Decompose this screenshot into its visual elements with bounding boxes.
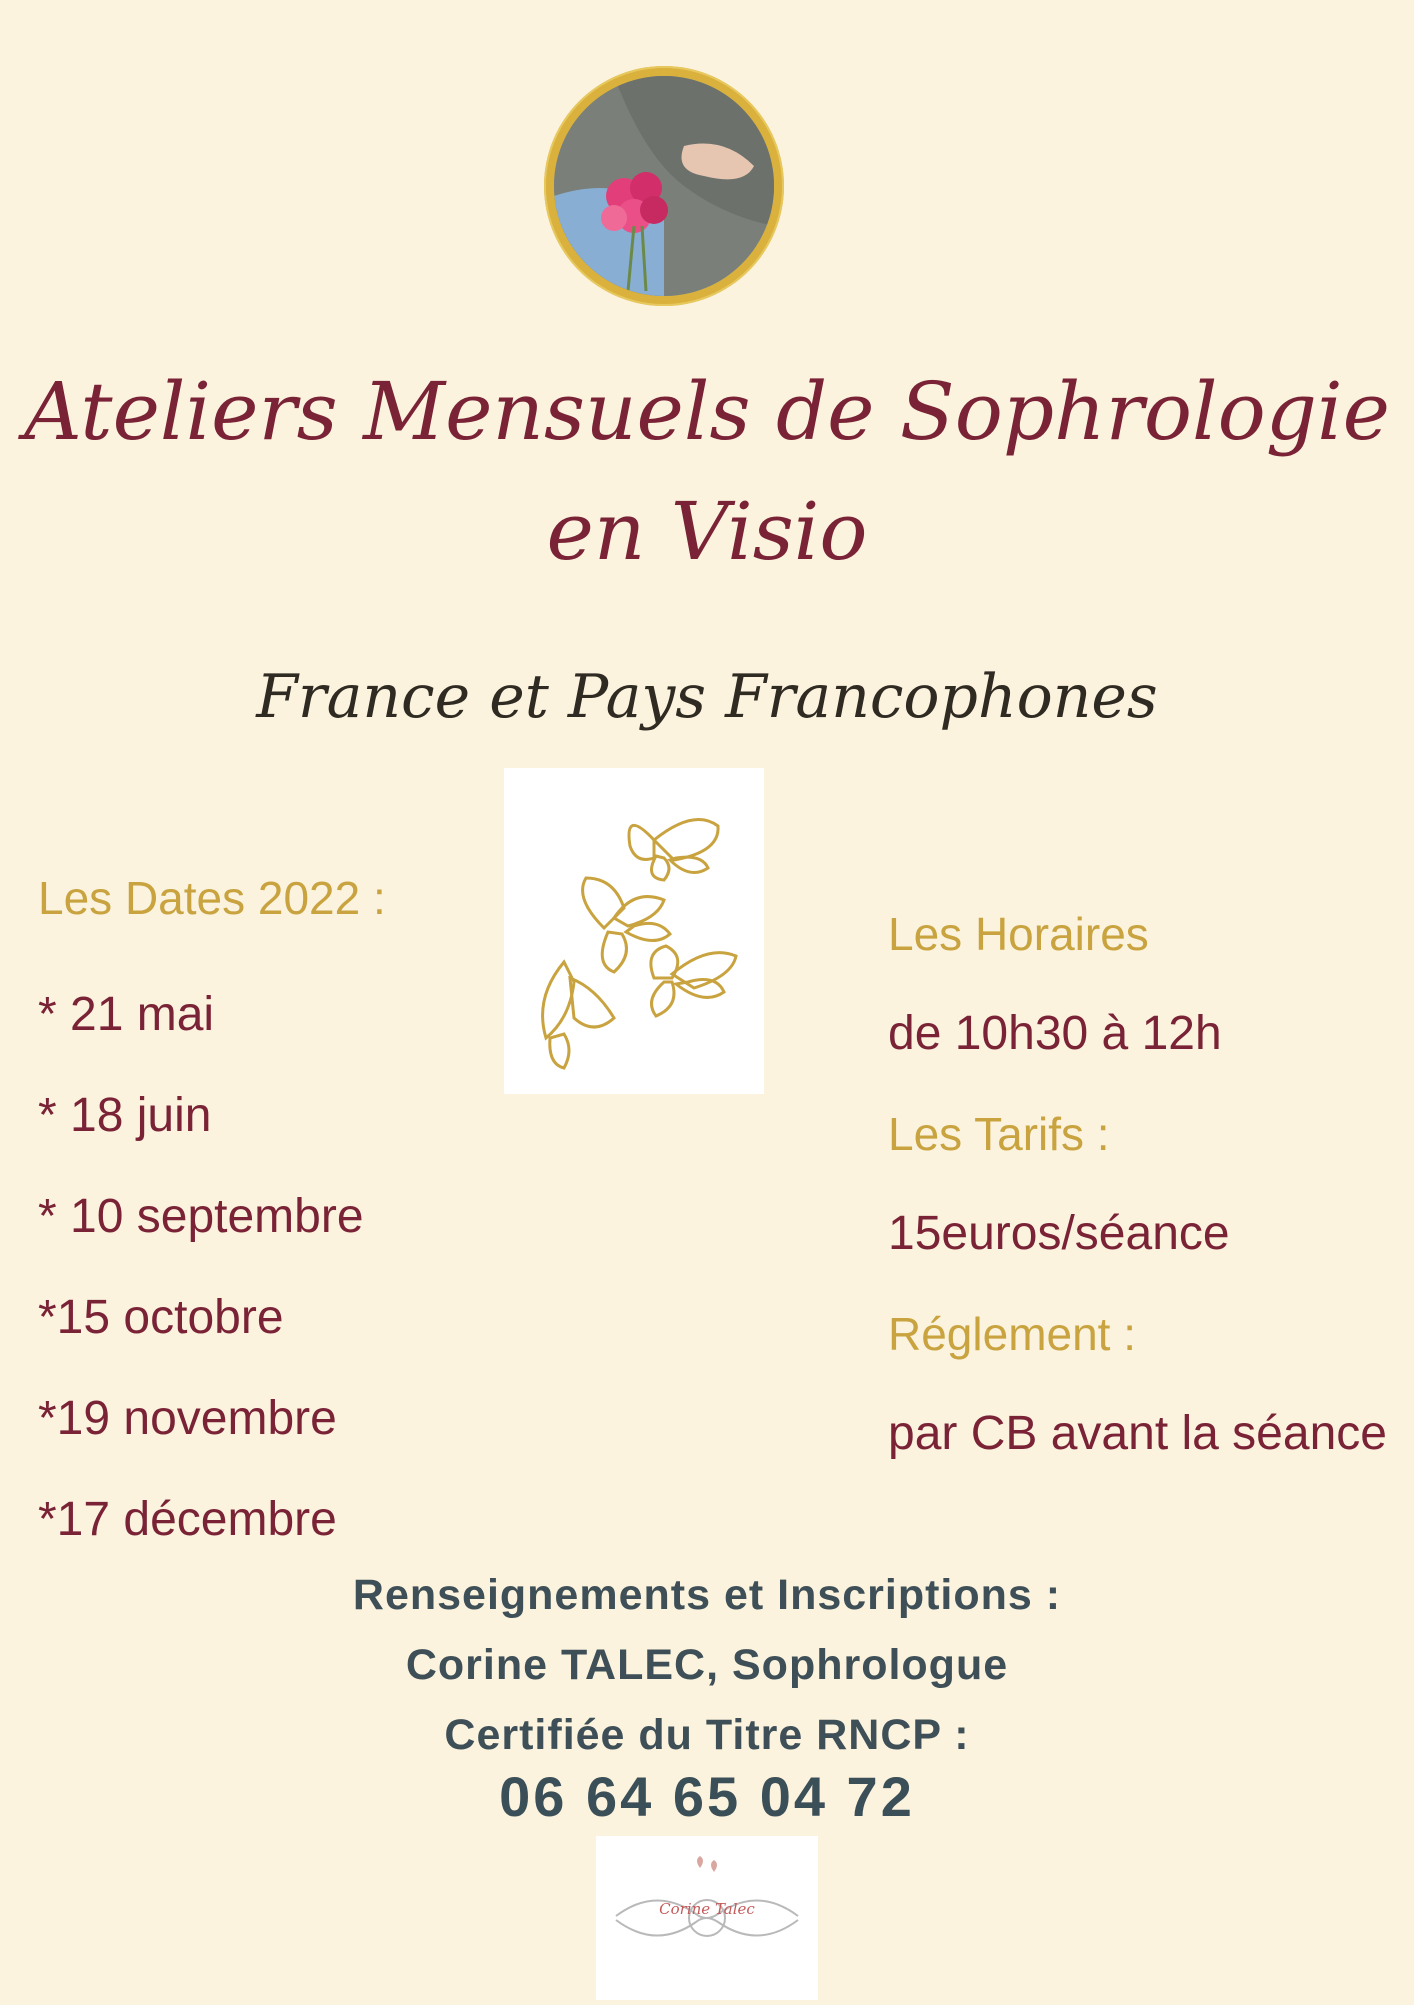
- ornament-icon: [596, 1836, 818, 2000]
- tarifs-value: 15euros/séance: [888, 1207, 1230, 1260]
- horaires-value: de 10h30 à 12h: [888, 1007, 1222, 1060]
- phone-number: 06 64 65 04 72: [499, 1765, 915, 1828]
- dates-heading: Les Dates 2022 :: [38, 872, 386, 924]
- logo-image: [596, 1836, 818, 2000]
- profile-photo-frame: [544, 66, 784, 306]
- contact-section: [0, 1560, 1414, 1770]
- contact-line-2: Corine TALEC, Sophrologue: [405, 1641, 1009, 1689]
- date-item: *15 octobre: [38, 1291, 284, 1344]
- date-item: * 10 septembre: [38, 1190, 364, 1243]
- date-item: *17 décembre: [38, 1493, 337, 1546]
- reglement-value: par CB avant la séance: [888, 1407, 1387, 1460]
- profile-photo: [554, 76, 774, 296]
- contact-line-1: Renseignements et Inscriptions :: [352, 1571, 1062, 1619]
- page-title: [0, 352, 1414, 592]
- date-item: *19 novembre: [38, 1392, 337, 1445]
- butterflies-image: [504, 768, 764, 1094]
- date-item: * 21 mai: [38, 988, 215, 1041]
- reglement-heading: Réglement :: [888, 1308, 1137, 1360]
- dates-section: [38, 872, 488, 1570]
- tarifs-heading: Les Tarifs :: [888, 1108, 1110, 1160]
- contact-line-3: Certifiée du Titre RNCP :: [444, 1711, 970, 1759]
- info-section: [888, 884, 1408, 1484]
- date-item: * 18 juin: [38, 1089, 212, 1142]
- logo-text: Corine Talec: [659, 1900, 755, 1918]
- title-line-1: Ateliers Mensuels de Sophrologie: [24, 365, 1390, 458]
- flowers-photo-illustration: [554, 76, 774, 296]
- subtitle: France et Pays Francophones: [256, 662, 1158, 732]
- butterflies-icon: [504, 768, 764, 1094]
- title-line-2: en Visio: [546, 485, 868, 578]
- horaires-heading: Les Horaires: [888, 908, 1149, 960]
